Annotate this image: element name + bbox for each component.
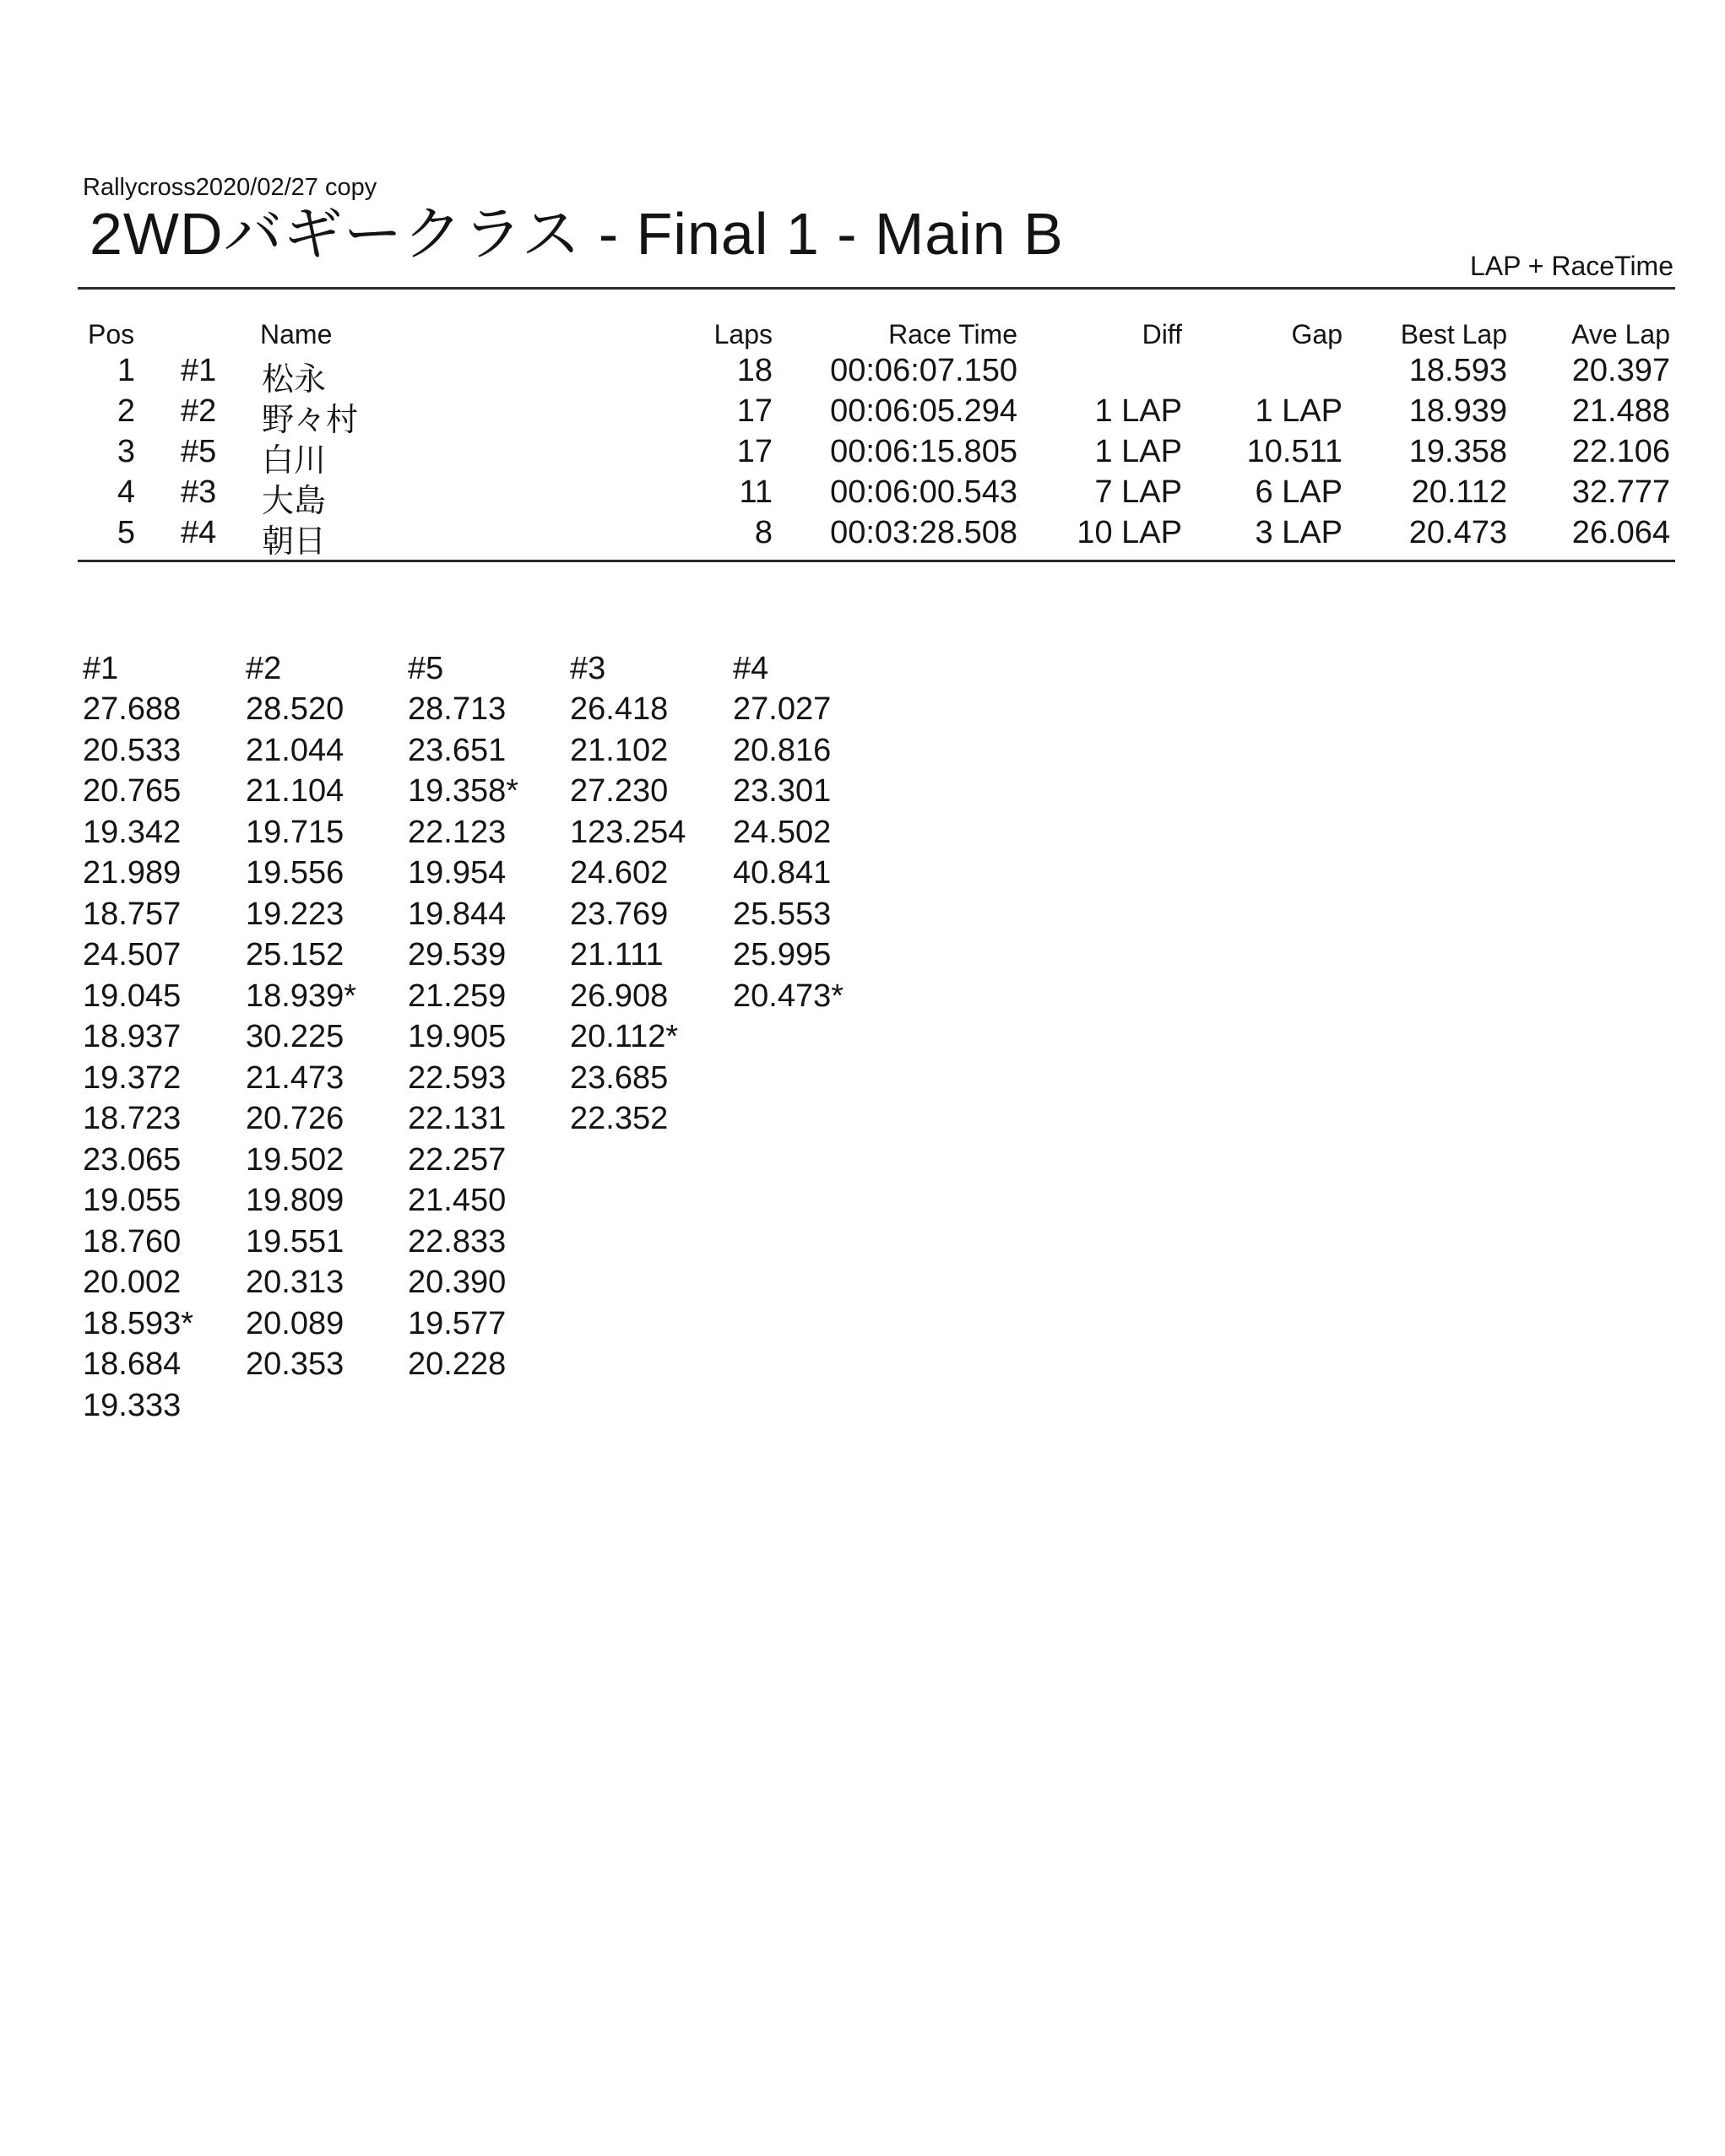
lap-column: [246, 648, 406, 1385]
timing-mode-label: LAP + RaceTime: [1470, 251, 1673, 281]
lap-time: 21.989: [83, 855, 182, 891]
lap-time: 20.353: [246, 1346, 344, 1382]
lap-column: [733, 648, 893, 1016]
lap-time: 25.995: [733, 937, 832, 972]
row-diff: 10 LAP: [1077, 515, 1182, 550]
row-ave-lap: 32.777: [1571, 474, 1670, 510]
row-pos: 5: [117, 515, 135, 550]
lap-time: 19.905: [408, 1019, 507, 1054]
lap-time: 19.577: [408, 1305, 507, 1341]
lap-time: 19.342: [83, 814, 182, 850]
lap-time: 28.713: [408, 691, 507, 727]
row-pos: 4: [117, 474, 135, 510]
lap-time: 19.358*: [408, 773, 519, 809]
row-gap: 10.511: [1246, 434, 1343, 469]
lap-time: 24.602: [570, 855, 669, 891]
lap-time: 27.230: [570, 773, 669, 809]
lap-time: 25.553: [733, 896, 832, 932]
session-subtitle: Rallycross2020/02/27 copy: [83, 174, 377, 201]
header-divider: [78, 287, 1675, 290]
lap-time: 20.390: [408, 1265, 507, 1300]
row-driver-name: 朝日: [262, 524, 327, 560]
row-laps: 17: [736, 393, 773, 429]
lap-time: 26.418: [570, 691, 669, 727]
lap-time: 18.593*: [83, 1305, 194, 1341]
row-laps: 11: [739, 474, 773, 510]
row-gap: 3 LAP: [1255, 515, 1343, 550]
lap-time: 20.089: [246, 1305, 344, 1341]
row-best-lap: 20.473: [1408, 515, 1507, 550]
row-race-time: 00:03:28.508: [830, 515, 1017, 550]
lap-time: 20.726: [246, 1101, 344, 1136]
row-best-lap: 19.358: [1408, 434, 1507, 469]
row-driver-name: 野々村: [262, 403, 359, 438]
lap-time: 18.760: [83, 1223, 182, 1259]
lap-time: 24.507: [83, 937, 182, 972]
lap-time: 20.228: [408, 1346, 507, 1382]
row-diff: 1 LAP: [1094, 434, 1182, 469]
lap-time: 23.769: [570, 896, 669, 932]
lap-time: 20.002: [83, 1265, 182, 1300]
row-race-time: 00:06:07.150: [830, 353, 1017, 388]
page-title: 2WDバギークラス - Final 1 - Main B: [90, 201, 1064, 267]
lap-time: 22.257: [408, 1141, 507, 1178]
lap-time: 19.055: [83, 1183, 182, 1218]
lap-time: 19.954: [408, 855, 507, 891]
lap-column: [83, 648, 243, 1426]
lap-time: 21.259: [408, 978, 507, 1014]
col-header-gap: Gap: [1291, 319, 1343, 349]
lap-time: 25.152: [246, 937, 344, 972]
lap-time: 20.313: [246, 1265, 344, 1300]
row-car-number: #3: [181, 474, 217, 510]
row-best-lap: 18.593: [1408, 353, 1507, 388]
lap-time: 28.520: [246, 691, 344, 727]
row-pos: 1: [117, 353, 135, 388]
lap-time: 19.372: [83, 1059, 182, 1096]
row-best-lap: 18.939: [1408, 393, 1507, 429]
col-header-name: Name: [260, 319, 333, 349]
row-laps: 18: [736, 353, 773, 388]
lap-time: 29.539: [408, 937, 507, 972]
lap-column-car: #4: [733, 651, 769, 686]
row-diff: 7 LAP: [1094, 474, 1182, 510]
lap-time: 22.352: [570, 1101, 669, 1136]
lap-time: 19.809: [246, 1183, 344, 1218]
lap-time: 24.502: [733, 814, 832, 850]
col-header-ave-lap: Ave Lap: [1571, 319, 1670, 349]
row-ave-lap: 22.106: [1571, 434, 1670, 469]
lap-time: 22.593: [408, 1059, 507, 1096]
lap-time: 20.112*: [570, 1019, 679, 1054]
lap-column-car: #2: [246, 651, 282, 686]
lap-time: 19.502: [246, 1141, 344, 1178]
lap-time: 18.684: [83, 1346, 182, 1382]
lap-time: 22.123: [408, 814, 507, 850]
lap-time: 20.473*: [733, 978, 844, 1014]
col-header-pos: Pos: [88, 319, 135, 349]
row-gap: 6 LAP: [1255, 474, 1343, 510]
row-car-number: #5: [181, 434, 217, 469]
lap-time: 20.533: [83, 732, 182, 768]
lap-time: 18.937: [83, 1019, 182, 1054]
lap-time: 22.833: [408, 1223, 507, 1259]
lap-time: 23.651: [408, 732, 507, 768]
lap-time: 18.723: [83, 1101, 182, 1136]
row-car-number: #2: [181, 393, 217, 429]
lap-column-car: #3: [570, 651, 606, 686]
lap-time: 21.044: [246, 732, 344, 768]
lap-time: 21.111: [570, 937, 664, 972]
lap-time: 21.473: [246, 1059, 344, 1096]
row-race-time: 00:06:05.294: [830, 393, 1017, 429]
results-divider: [78, 560, 1675, 562]
lap-time: 40.841: [733, 855, 832, 891]
lap-time: 21.102: [570, 732, 669, 768]
row-driver-name: 松永: [262, 362, 327, 398]
col-header-best-lap: Best Lap: [1400, 319, 1507, 349]
lap-column: [570, 648, 730, 1140]
lap-time: 19.556: [246, 855, 344, 891]
col-header-race-time: Race Time: [888, 319, 1017, 349]
lap-time: 18.757: [83, 896, 182, 932]
row-laps: 17: [736, 434, 773, 469]
lap-column-car: #1: [83, 651, 119, 686]
lap-time: 27.688: [83, 691, 182, 727]
lap-time: 20.816: [733, 732, 832, 768]
row-diff: 1 LAP: [1094, 393, 1182, 429]
row-car-number: #4: [181, 515, 217, 550]
lap-time: 23.065: [83, 1141, 182, 1178]
row-race-time: 00:06:00.543: [830, 474, 1017, 510]
row-laps: 8: [754, 515, 773, 550]
row-ave-lap: 26.064: [1571, 515, 1670, 550]
lap-time: 20.765: [83, 773, 182, 809]
row-pos: 3: [117, 434, 135, 469]
lap-time: 19.333: [83, 1387, 182, 1423]
lap-time: 26.908: [570, 978, 669, 1014]
row-driver-name: 大島: [262, 484, 327, 519]
lap-time: 19.715: [246, 814, 344, 850]
lap-time: 19.045: [83, 978, 182, 1014]
row-race-time: 00:06:15.805: [830, 434, 1017, 469]
row-ave-lap: 21.488: [1571, 393, 1670, 429]
row-pos: 2: [117, 393, 135, 429]
row-gap: 1 LAP: [1255, 393, 1343, 429]
lap-time: 18.939*: [246, 978, 357, 1014]
lap-column: [408, 648, 568, 1385]
row-best-lap: 20.112: [1411, 474, 1507, 510]
col-header-laps: Laps: [713, 319, 773, 349]
lap-time: 19.223: [246, 896, 344, 932]
lap-time: 21.104: [246, 773, 344, 809]
lap-time: 23.685: [570, 1059, 669, 1096]
lap-time: 22.131: [408, 1101, 507, 1136]
lap-time: 123.254: [570, 814, 686, 850]
row-driver-name: 白川: [262, 443, 327, 479]
lap-time: 19.551: [246, 1223, 344, 1259]
col-header-diff: Diff: [1142, 319, 1182, 349]
lap-time: 27.027: [733, 691, 832, 727]
lap-time: 21.450: [408, 1183, 507, 1218]
row-ave-lap: 20.397: [1571, 353, 1670, 388]
lap-column-car: #5: [408, 651, 444, 686]
lap-time: 19.844: [408, 896, 507, 932]
lap-time: 23.301: [733, 773, 832, 809]
row-car-number: #1: [181, 353, 217, 388]
lap-time: 30.225: [246, 1019, 344, 1054]
